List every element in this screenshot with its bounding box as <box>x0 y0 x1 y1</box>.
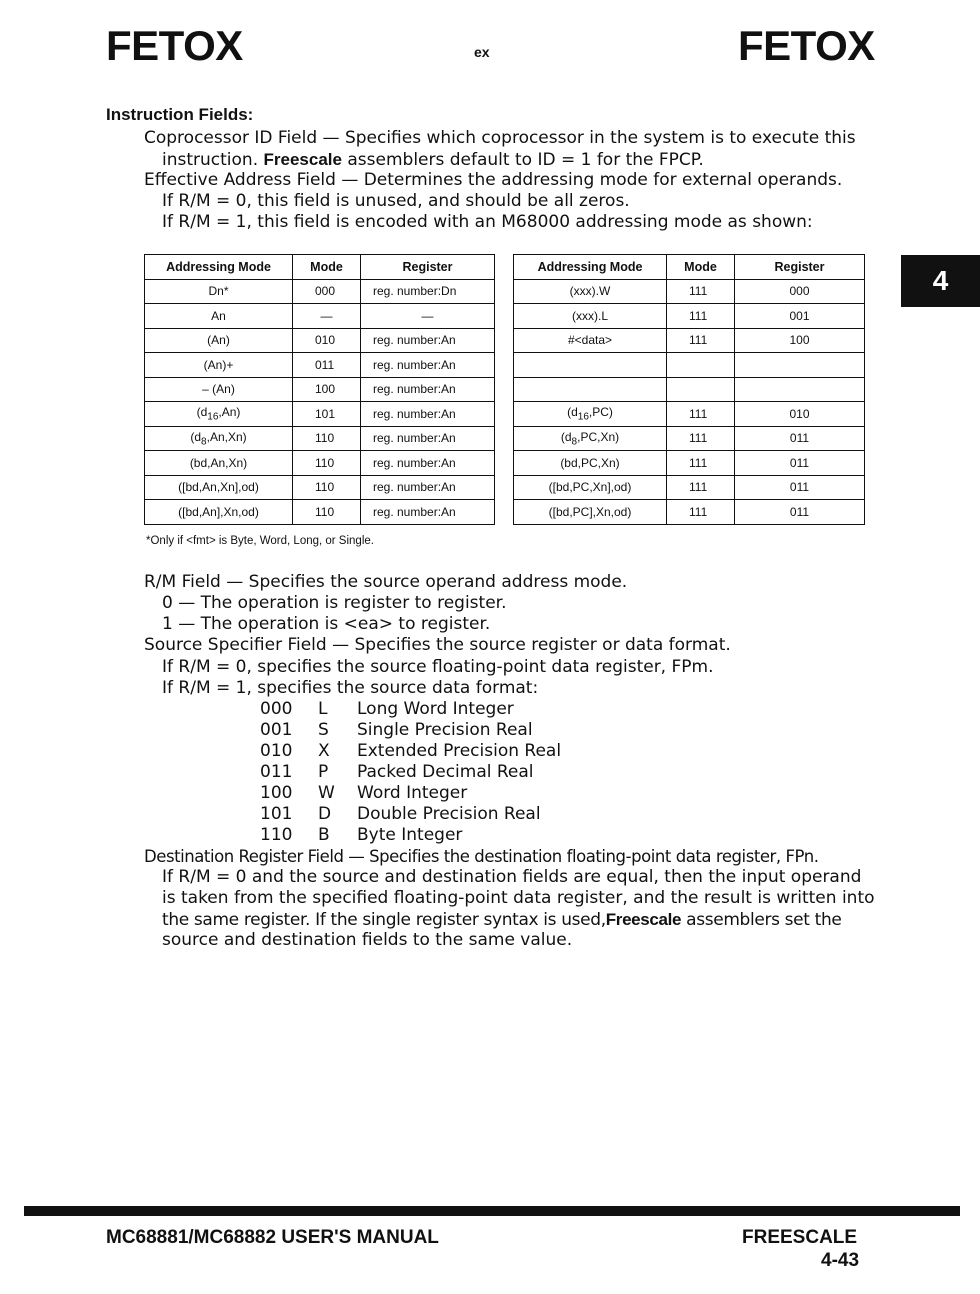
format-code: 101 <box>260 804 293 824</box>
format-letter: P <box>318 762 329 782</box>
text-segment: assemblers default to ID = 1 for the FPCP. <box>347 150 704 170</box>
destination-field-line: Destination Register Field — Specifies the destination floating-point data register, FPn. <box>144 847 819 866</box>
format-code: 100 <box>260 783 293 803</box>
table-cell: 111 <box>667 451 735 476</box>
format-code: 011 <box>260 762 293 782</box>
format-letter: L <box>318 699 328 719</box>
table-cell: 010 <box>293 328 361 353</box>
table-cell: 000 <box>293 279 361 304</box>
table-cell: 010 <box>735 402 865 427</box>
text-segment: instruction. <box>162 150 259 170</box>
format-code: 001 <box>260 720 293 740</box>
ea-field-line: Effective Address Field — Determines the addressing mode for external operands. <box>144 170 843 190</box>
table-row <box>145 402 495 427</box>
table-cell: reg. number:An <box>361 451 495 476</box>
table-row <box>145 500 495 525</box>
table-cell: 110 <box>293 451 361 476</box>
brand-name: Freescale <box>605 910 682 929</box>
table-cell: ([bd,PC],Xn,od) <box>514 500 667 525</box>
column-header: Mode <box>667 255 735 280</box>
table-cell: $(d_{16},PC)$ <box>514 402 667 427</box>
table-row <box>514 353 865 378</box>
table-cell: reg. number:An <box>361 328 495 353</box>
page-title-left: FETOX <box>106 22 243 69</box>
table-cell: 111 <box>667 304 735 329</box>
table-row <box>145 475 495 500</box>
format-letter: S <box>318 720 329 740</box>
table-cell: 001 <box>735 304 865 329</box>
chapter-tab: 4 <box>901 255 980 307</box>
table-cell <box>514 377 667 402</box>
table-row <box>514 377 865 402</box>
text-segment: the same register. If the single register syntax is used, <box>162 910 606 930</box>
table-cell: — <box>361 304 495 329</box>
format-letter: B <box>318 825 330 845</box>
coprocessor-field-line-2 <box>162 149 704 171</box>
table-cell: Dn* <box>145 279 293 304</box>
table-header-row <box>145 255 495 280</box>
table-row <box>145 426 495 451</box>
exponent-mark: ex <box>474 44 490 60</box>
table-row <box>145 353 495 378</box>
table-cell: 101 <box>293 402 361 427</box>
table-cell: ([bd,PC,Xn],od) <box>514 475 667 500</box>
brand-name: Freescale <box>263 150 342 169</box>
table-cell: 110 <box>293 500 361 525</box>
column-header: Mode <box>293 255 361 280</box>
table-cell: ([bd,An,Xn],od) <box>145 475 293 500</box>
table-cell <box>735 353 865 378</box>
table-cell: reg. number:Dn <box>361 279 495 304</box>
table-cell: 011 <box>735 426 865 451</box>
table-row <box>514 451 865 476</box>
table-cell: 111 <box>667 475 735 500</box>
table-row <box>145 328 495 353</box>
format-desc: Long Word Integer <box>357 699 514 719</box>
table-header-row <box>514 255 865 280</box>
column-header: Addressing Mode <box>145 255 293 280</box>
table-cell: 100 <box>735 328 865 353</box>
table-cell: 111 <box>667 426 735 451</box>
table-row <box>514 402 865 427</box>
table-cell: 110 <box>293 426 361 451</box>
ea-field-line-3: If R/M = 1, this field is encoded with an M68000 addressing mode as shown: <box>162 212 813 232</box>
format-desc: Double Precision Real <box>357 804 541 824</box>
table-cell: (An) <box>145 328 293 353</box>
table-row <box>145 377 495 402</box>
format-code: 010 <box>260 741 293 761</box>
format-desc: Extended Precision Real <box>357 741 562 761</box>
table-cell: (xxx).W <box>514 279 667 304</box>
table-row <box>145 279 495 304</box>
rm-option-0: 0 — The operation is register to register. <box>162 593 507 613</box>
table-cell: reg. number:An <box>361 475 495 500</box>
table-cell: $(d_{16},An)$ <box>145 402 293 427</box>
format-desc: Word Integer <box>357 783 468 803</box>
source-field-line-3: If R/M = 1, specifies the source data format: <box>162 678 539 698</box>
table-cell <box>514 353 667 378</box>
text-segment: assemblers set the <box>686 910 842 930</box>
table-cell: reg. number:An <box>361 353 495 378</box>
table-row <box>145 304 495 329</box>
source-field-line: Source Specifier Field — Specifies the source register or data format. <box>144 635 731 655</box>
table-cell: – (An) <box>145 377 293 402</box>
rm-option-1: 1 — The operation is <ea> to register. <box>162 614 491 634</box>
subscript: 16 <box>577 411 589 423</box>
format-desc: Single Precision Real <box>357 720 533 740</box>
format-desc: Packed Decimal Real <box>357 762 534 782</box>
addressing-mode-table-right <box>513 254 865 525</box>
table-cell: 111 <box>667 402 735 427</box>
destination-field-line-3: is taken from the specified floating-point data register, and the result is written into <box>162 888 875 908</box>
ea-field-line-2: If R/M = 0, this field is unused, and should be all zeros. <box>162 191 630 211</box>
table-cell: 111 <box>667 500 735 525</box>
format-letter: D <box>318 804 332 824</box>
table-cell: 011 <box>735 451 865 476</box>
format-code: 110 <box>260 825 293 845</box>
table-cell <box>667 377 735 402</box>
table-cell: reg. number:An <box>361 426 495 451</box>
table-cell: 011 <box>735 500 865 525</box>
table-cell: $(d_8,PC,Xn)$ <box>514 426 667 451</box>
subscript: 8 <box>201 435 207 447</box>
subscript: 16 <box>207 411 219 423</box>
table-cell: 011 <box>735 475 865 500</box>
footer-company: FREESCALE <box>742 1227 858 1248</box>
table-row <box>514 328 865 353</box>
destination-field-line-4 <box>162 909 842 931</box>
column-header: Addressing Mode <box>514 255 667 280</box>
table-cell: 100 <box>293 377 361 402</box>
page-title-right: FETOX <box>738 22 875 69</box>
format-desc: Byte Integer <box>357 825 463 845</box>
table-cell: 011 <box>293 353 361 378</box>
table-cell: (bd,PC,Xn) <box>514 451 667 476</box>
table-cell: 111 <box>667 328 735 353</box>
table-row <box>514 475 865 500</box>
table-footnote: *Only if <fmt> is Byte, Word, Long, or Single. <box>146 535 374 547</box>
format-code: 000 <box>260 699 293 719</box>
table-cell: reg. number:An <box>361 377 495 402</box>
page-number: 4-43 <box>821 1250 860 1271</box>
table-cell: 111 <box>667 279 735 304</box>
footer-manual-title: MC68881/MC68882 USER'S MANUAL <box>106 1227 439 1248</box>
column-header: Register <box>361 255 495 280</box>
table-cell <box>735 377 865 402</box>
table-row <box>145 451 495 476</box>
footer-rule <box>24 1206 960 1216</box>
table-cell: 110 <box>293 475 361 500</box>
table-row <box>514 500 865 525</box>
table-cell: #<data> <box>514 328 667 353</box>
source-field-line-2: If R/M = 0, specifies the source floating-point data register, FPm. <box>162 657 714 677</box>
table-cell: (An)+ <box>145 353 293 378</box>
table-cell: (xxx).L <box>514 304 667 329</box>
table-row <box>514 279 865 304</box>
table-cell: — <box>293 304 361 329</box>
table-cell <box>667 353 735 378</box>
coprocessor-field-line: Coprocessor ID Field — Specifies which coprocessor in the system is to execute this <box>144 128 856 148</box>
addressing-mode-table-left <box>144 254 495 525</box>
table-cell: reg. number:An <box>361 500 495 525</box>
table-cell: 000 <box>735 279 865 304</box>
rm-field-line: R/M Field — Specifies the source operand address mode. <box>144 572 628 592</box>
table-cell: (bd,An,Xn) <box>145 451 293 476</box>
table-cell: An <box>145 304 293 329</box>
section-heading: Instruction Fields: <box>106 105 254 124</box>
format-letter: W <box>318 783 335 803</box>
destination-field-line-5: source and destination fields to the same value. <box>162 930 573 950</box>
column-header: Register <box>735 255 865 280</box>
format-letter: X <box>318 741 330 761</box>
table-cell: ([bd,An],Xn,od) <box>145 500 293 525</box>
table-cell: $(d_8,An,Xn)$ <box>145 426 293 451</box>
subscript: 8 <box>571 435 578 447</box>
table-row <box>514 304 865 329</box>
table-row <box>514 426 865 451</box>
table-cell: reg. number:An <box>361 402 495 427</box>
destination-field-line-2: If R/M = 0 and the source and destination fields are equal, then the input operand <box>162 867 862 887</box>
